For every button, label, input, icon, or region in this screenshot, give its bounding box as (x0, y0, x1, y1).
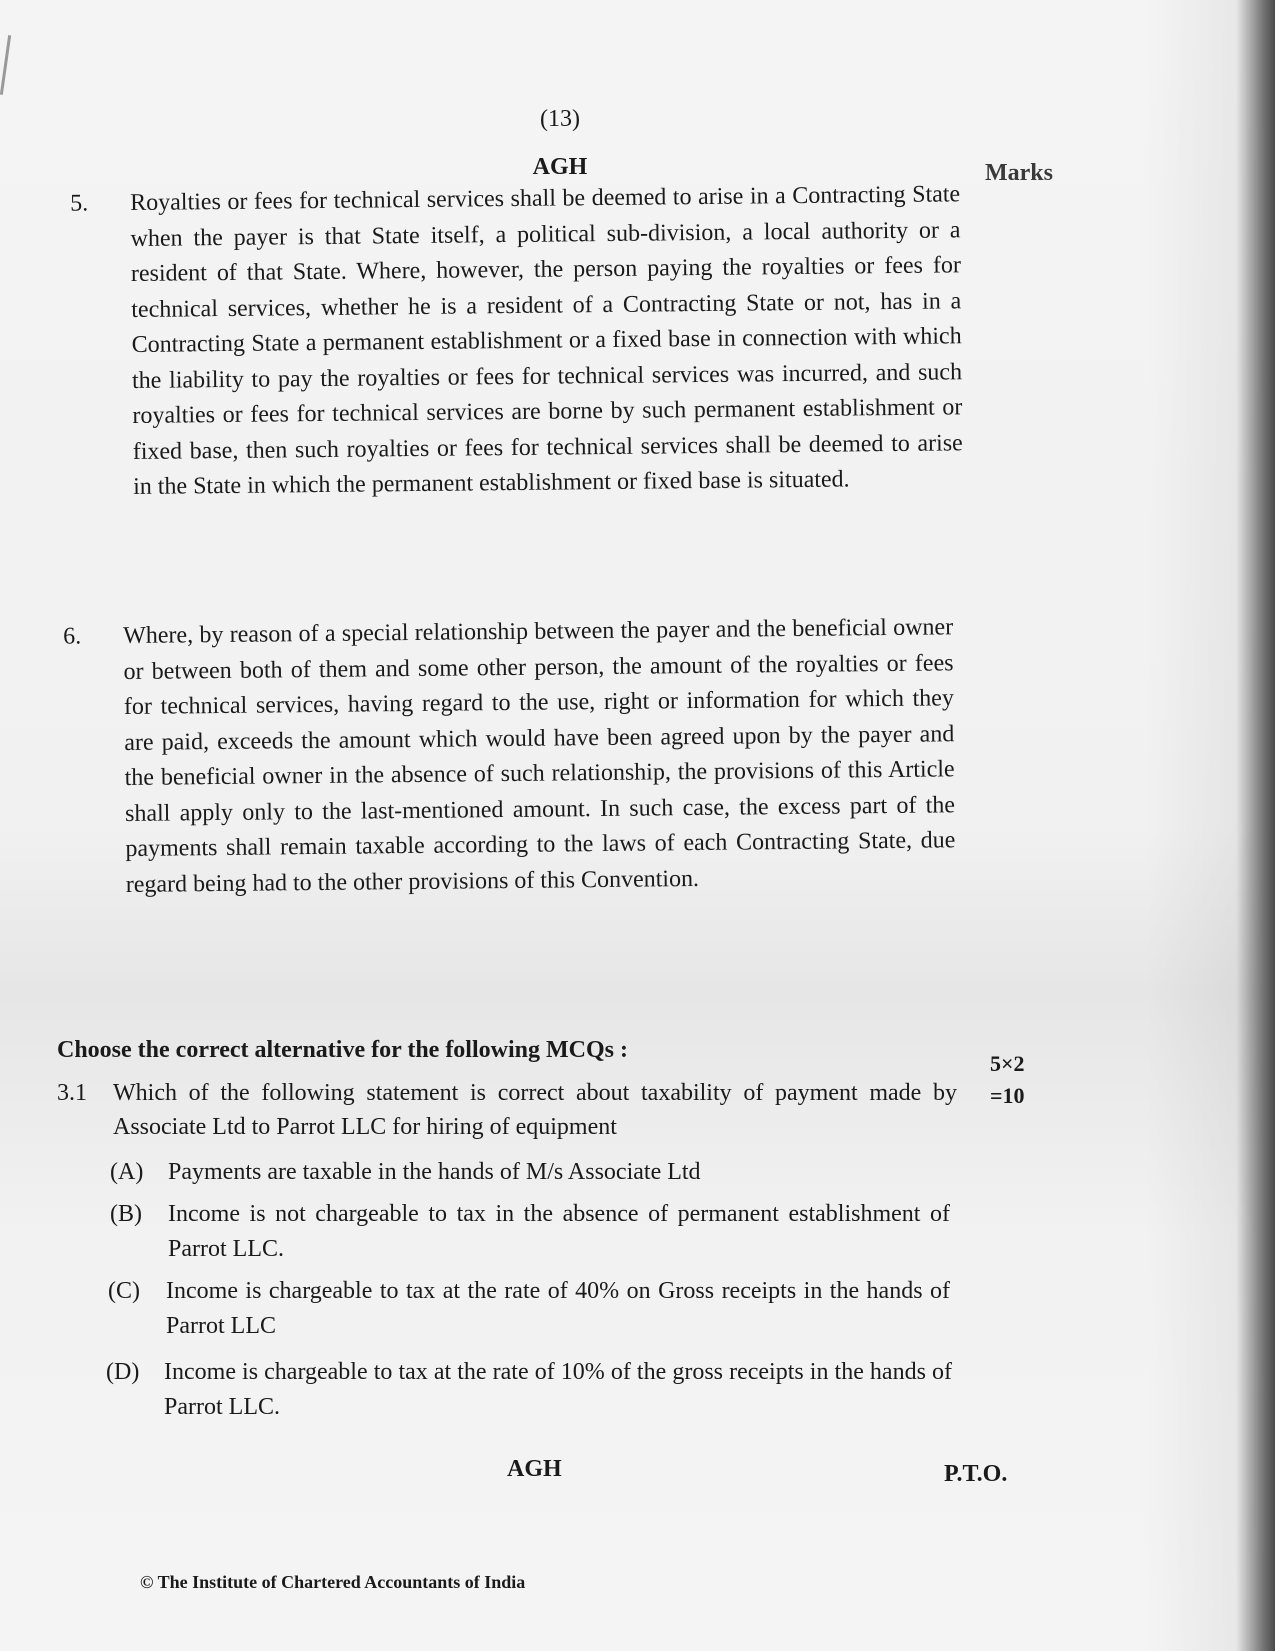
option-label: (A) (110, 1159, 144, 1185)
page-number: (13) (540, 106, 580, 132)
paragraph-text: Royalties or fees for technical services shall be deemed to arise in a Contracting State when the payer is that State itself, a political sub-division, a local authority or a resident of that State. Where, however, the person paying the royalties or fees for technical services, whether he is a resident of a Contracting State or not, has in a Contracting State a permanent establishment or a fixed base in connection with which the liability to pay the royalties or fees for technical services was incurred, and such royalties or fees for technical services are borne by such permanent establishment or fixed base, then such royalties or fees for technical services shall be deemed to arise in the State in which the permanent establishment or fixed base is situated. (130, 181, 963, 500)
marks-allocation-line1: 5×2 (990, 1051, 1025, 1076)
scan-margin-mark (0, 35, 11, 95)
option-text: Income is chargeable to tax at the rate of 40% on Gross receipts in the hands of Parrot LLC (166, 1278, 950, 1339)
marks-allocation-line2: =10 (990, 1083, 1025, 1108)
pto-label: P.T.O. (944, 1461, 1008, 1487)
paper-code-header: AGH (532, 154, 588, 180)
option-a (110, 1155, 950, 1190)
scan-shadow-edge (1145, 0, 1275, 1651)
paragraph-text: Where, by reason of a special relationship between the payer and the beneficial owner or between both of them and some other person, the amount of the royalties or fees for technical services, having regard to the use, right or information for which they are paid, exceeds the amount which would have been agreed upon by the payer and the beneficial owner in the absence of such relationship, the provisions of this Article shall apply only to the last-mentioned amount. In such case, the excess part of the payments shall remain taxable according to the laws of each Contracting State, due regard being had to the other provisions of this Convention. (123, 614, 956, 898)
paragraph-6 (63, 610, 956, 903)
option-label: (C) (108, 1278, 140, 1304)
marks-allocation (990, 1048, 1025, 1112)
option-label: (B) (110, 1201, 142, 1227)
question-3-1 (57, 1076, 957, 1144)
marks-column-label: Marks (985, 160, 1053, 186)
paragraph-number: 6. (63, 623, 82, 650)
question-text: Which of the following statement is correct about taxability of payment made by Associate Ltd to Parrot LLC for hiring of equipment (113, 1080, 957, 1140)
copyright-notice: © The Institute of Chartered Accountants of India (140, 1572, 526, 1592)
question-number: 3.1 (57, 1080, 87, 1106)
option-text: Income is not chargeable to tax in the absence of permanent establishment of Parrot LLC. (168, 1201, 950, 1262)
paper-code-footer: AGH (507, 1456, 562, 1482)
option-text: Payments are taxable in the hands of M/s Associate Ltd (168, 1159, 701, 1185)
option-c (108, 1274, 950, 1344)
paragraph-5 (70, 177, 963, 505)
option-d (106, 1355, 952, 1425)
option-b (110, 1197, 950, 1267)
paragraph-number: 5. (70, 190, 89, 217)
option-label: (D) (106, 1359, 140, 1385)
mcq-heading: Choose the correct alternative for the following MCQs : (57, 1037, 628, 1063)
option-text: Income is chargeable to tax at the rate of 10% of the gross receipts in the hands of Parrot LLC. (164, 1359, 952, 1420)
